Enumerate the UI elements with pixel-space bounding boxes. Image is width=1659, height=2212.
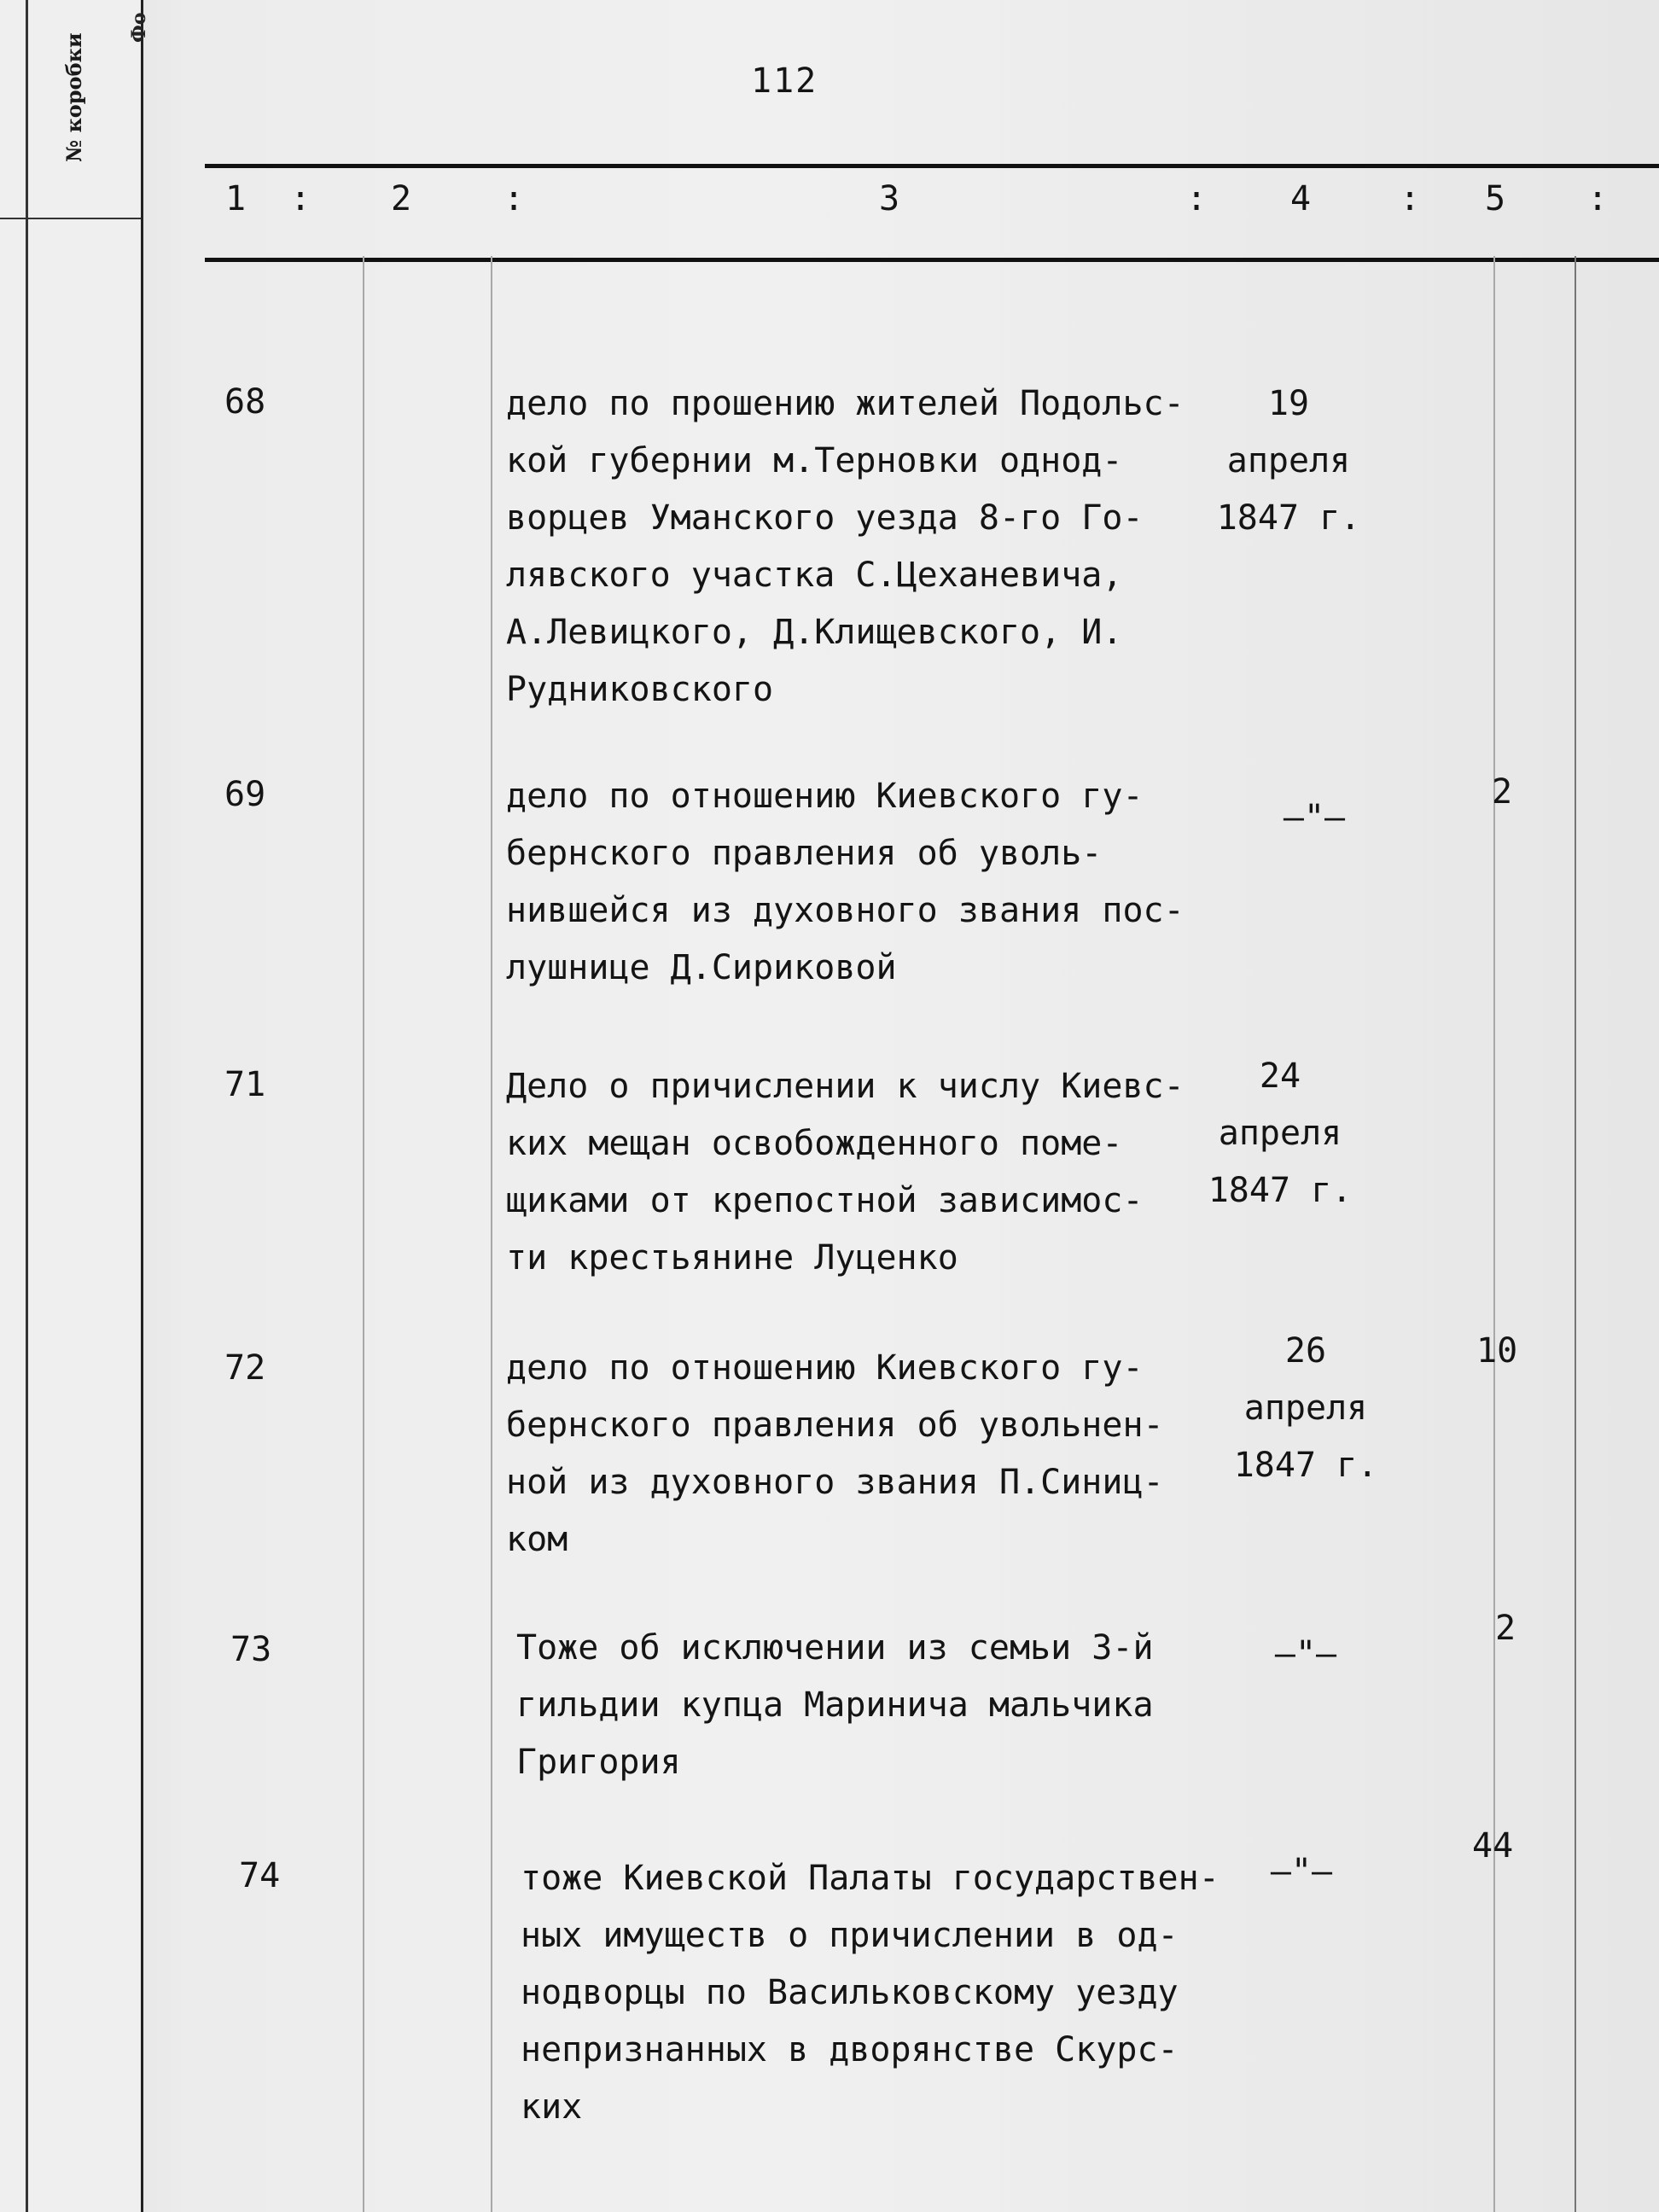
description-line: дело по отношению Киевского гу- xyxy=(506,777,1144,816)
column-header-1: 1 xyxy=(225,179,247,218)
description-line: ком xyxy=(506,1520,568,1559)
description-line: гильдии купца Маринича мальчика xyxy=(516,1685,1154,1725)
date-line: апреля xyxy=(1243,1388,1368,1428)
entry-number: 72 xyxy=(224,1348,266,1388)
column-line xyxy=(1575,256,1576,2212)
date-line: 26 xyxy=(1284,1331,1327,1371)
description-line: ворцев Уманского уезда 8-го Го- xyxy=(506,498,1144,538)
binding-column-line xyxy=(26,0,28,2212)
description-line: лявского участка С.Цеханевича, xyxy=(506,556,1123,595)
entry-date xyxy=(1254,1626,1357,1683)
column-separator: : xyxy=(504,179,525,218)
column-line xyxy=(1493,256,1495,2212)
column-header-5: 5 xyxy=(1485,179,1506,218)
column-separator: : xyxy=(290,179,311,218)
description-line: тоже Киевской Палаты государствен- xyxy=(521,1859,1220,1898)
description-line: лушнице Д.Сириковой xyxy=(506,948,897,987)
entry-date xyxy=(1195,1048,1365,1220)
description-line: Дело о причислении к числу Киевс- xyxy=(506,1067,1185,1106)
description-line: ких мещан освобожденного поме- xyxy=(506,1124,1123,1163)
entry-description xyxy=(521,1850,1220,2136)
entry-date xyxy=(1203,375,1374,547)
description-line: ких xyxy=(521,2087,583,2127)
page-number: 112 xyxy=(751,61,818,101)
column-header-4: 4 xyxy=(1290,179,1312,218)
description-line: ной из духовного звания П.Синиц- xyxy=(506,1463,1164,1502)
description-line: Григория xyxy=(516,1743,681,1782)
date-line: 19 xyxy=(1267,384,1310,423)
entry-description xyxy=(516,1620,1154,1791)
column-line xyxy=(491,256,492,2212)
binding-divider xyxy=(0,218,141,219)
ditto-mark: —"— xyxy=(1283,798,1346,837)
column-separator: : xyxy=(1587,179,1609,218)
description-line: нившейся из духовного звания пос- xyxy=(506,891,1185,930)
entry-number: 74 xyxy=(239,1856,281,1895)
entry-number: 69 xyxy=(224,775,266,814)
description-line: нодворцы по Васильковскому уезду xyxy=(521,1973,1179,2012)
entry-sheet-count: 2 xyxy=(1492,772,1513,812)
ditto-mark: —"— xyxy=(1274,1634,1337,1674)
entry-number: 71 xyxy=(224,1065,266,1104)
column-line xyxy=(363,256,364,2212)
entry-date xyxy=(1216,1323,1395,1494)
column-header-2: 2 xyxy=(391,179,412,218)
description-line: дело по прошению жителей Подольс- xyxy=(506,384,1185,423)
entry-sheet-count: 2 xyxy=(1495,1609,1516,1648)
entry-description xyxy=(506,768,1185,997)
entry-description xyxy=(506,1058,1185,1287)
description-line: дело по отношению Киевского гу- xyxy=(506,1348,1144,1388)
entry-date xyxy=(1250,1843,1353,1901)
entry-number: 73 xyxy=(230,1630,272,1669)
description-line: ных имуществ о причислении в од- xyxy=(521,1916,1179,1955)
entry-sheet-count: 10 xyxy=(1476,1331,1518,1371)
description-line: Тоже об исключении из семьи 3-й xyxy=(516,1628,1154,1668)
ditto-mark: —"— xyxy=(1270,1852,1333,1891)
date-line: 1847 г. xyxy=(1216,498,1361,538)
description-line: бернского правления об уволь- xyxy=(506,834,1103,873)
column-separator: : xyxy=(1186,179,1208,218)
date-line: 1847 г. xyxy=(1208,1171,1353,1210)
description-line: непризнанных в дворянстве Скурс- xyxy=(521,2030,1179,2069)
column-header-row xyxy=(205,179,1659,230)
entry-description xyxy=(506,375,1185,719)
fond-label: Фо xyxy=(128,12,150,43)
entry-date xyxy=(1263,789,1365,847)
entry-number: 68 xyxy=(224,382,266,422)
description-line: щиками от крепостной зависимос- xyxy=(506,1181,1144,1220)
description-line: А.Левицкого, Д.Клищевского, И. xyxy=(506,613,1123,652)
binding-strip xyxy=(0,0,150,2212)
column-header-3: 3 xyxy=(879,179,900,218)
header-bottom-rule xyxy=(205,258,1659,262)
date-line: апреля xyxy=(1226,441,1351,480)
header-top-rule xyxy=(205,164,1659,168)
column-separator: : xyxy=(1400,179,1421,218)
description-line: кой губернии м.Терновки однод- xyxy=(506,441,1123,480)
description-line: Рудниковского xyxy=(506,670,774,709)
entry-sheet-count: 44 xyxy=(1472,1826,1514,1866)
date-line: 24 xyxy=(1259,1057,1301,1096)
date-line: апреля xyxy=(1218,1114,1342,1153)
date-line: 1847 г. xyxy=(1233,1446,1378,1485)
description-line: бернского правления об увольнен- xyxy=(506,1406,1164,1445)
entry-description xyxy=(506,1340,1164,1569)
box-number-label: № коробки xyxy=(61,32,86,162)
description-line: ти крестьянине Луценко xyxy=(506,1238,958,1278)
